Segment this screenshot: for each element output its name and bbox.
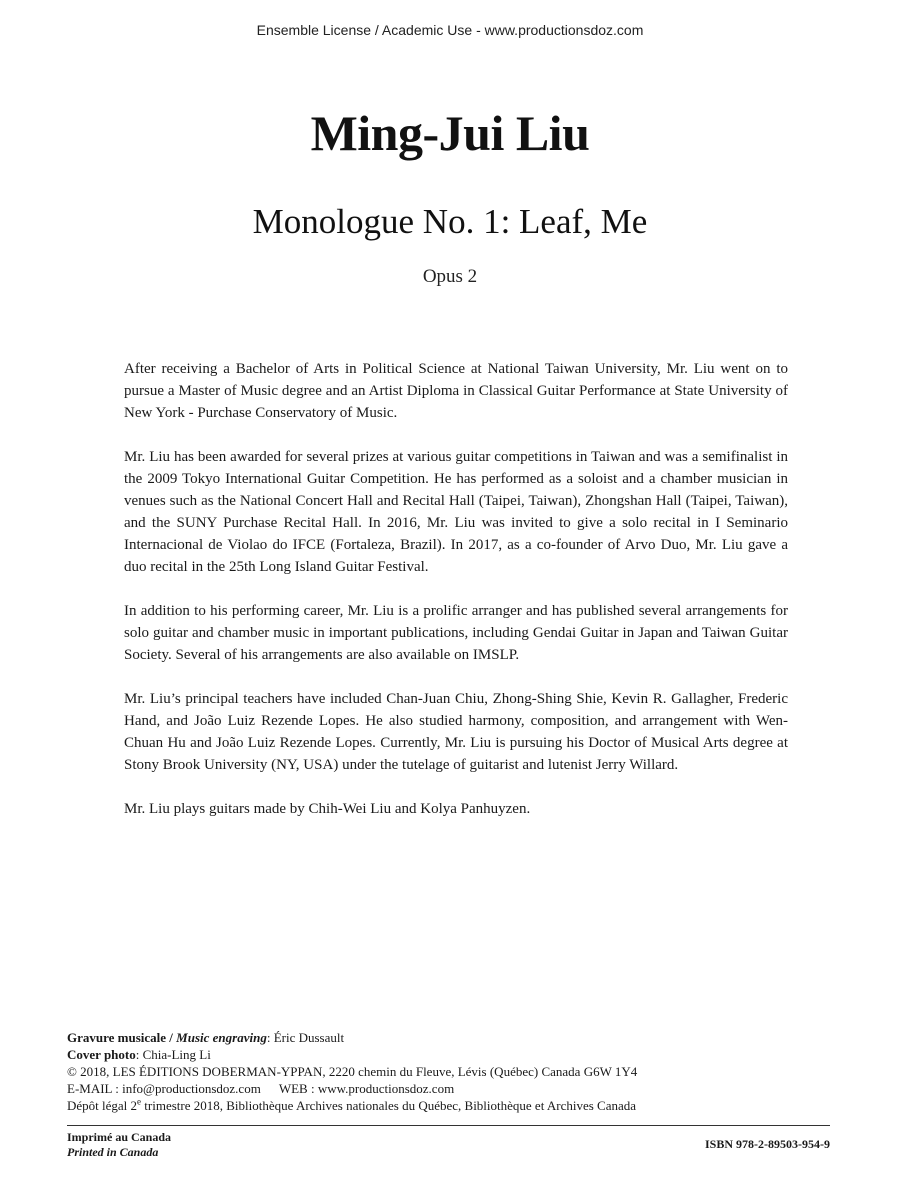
license-header: Ensemble License / Academic Use - www.productionsdoz.com	[256, 22, 644, 38]
printed-fr: Imprimé au Canada	[67, 1130, 172, 1144]
printed-in	[67, 1130, 171, 1160]
photographer-name: Chia-Ling Li	[142, 1047, 211, 1062]
biography	[124, 358, 788, 842]
photo-separator: :	[135, 1047, 143, 1062]
contact-line	[67, 1080, 837, 1097]
bio-paragraph-awards: Mr. Liu has been awarded for several prizes at various guitar competitions in Taiwan and was a semifinalist in the 2009 Tokyo International Guitar Competition. He has performed as a soloist and a chamber musician in venues such as the National Concert Hall and Recital Hall (Taipei, Taiwan), Zhongshan Hall (Taipei, Taiwan), and the SUNY Purchase Recital Hall. In 2016, Mr. Liu was invited to give a solo recital in I Seminario Internacional de Violao do IFCE (Fortaleza, Brazil). In 2017, as a co-founder of Arvo Duo, Mr. Liu gave a duo recital in the 25th Long Island Guitar Festival.	[124, 449, 788, 575]
bio-paragraph-education: After receiving a Bachelor of Arts in Political Science at National Taiwan University, Mr. Liu went on to pursue a Master of Music degree and an Artist Diploma in Classical Guitar Performance at State University of New York - Purchase Conservatory of Music.	[124, 361, 788, 421]
engraving-label-en: Music engraving	[176, 1030, 267, 1045]
copyright-line: © 2018, LES ÉDITIONS DOBERMAN-YPPAN, 2220 chemin du Fleuve, Lévis (Québec) Canada G6W 1Y4	[67, 1064, 638, 1079]
legal-prefix: Dépôt légal 2	[67, 1098, 138, 1113]
legal-suffix: trimestre 2018, Bibliothèque Archives nationales du Québec, Bibliothèque et Archives Canada	[141, 1098, 637, 1113]
composer-name: Ming-Jui Liu	[310, 105, 590, 161]
engraver-name: Éric Dussault	[273, 1030, 345, 1045]
work-title: Monologue No. 1: Leaf, Me	[252, 202, 648, 241]
bio-paragraph-instruments: Mr. Liu plays guitars made by Chih-Wei Liu and Kolya Panhuyzen.	[124, 801, 531, 817]
isbn: ISBN 978-2-89503-954-9	[705, 1137, 830, 1151]
footer-divider	[67, 1125, 830, 1126]
credits-block	[67, 1029, 837, 1114]
engraving-separator: :	[266, 1030, 274, 1045]
opus-number: Opus 2	[422, 266, 478, 287]
email-link[interactable]: E-MAIL : info@productionsdoz.com	[67, 1081, 261, 1096]
photo-label: Cover photo	[67, 1047, 136, 1062]
photo-credit	[67, 1046, 837, 1063]
engraving-credit	[67, 1029, 837, 1046]
printed-en: Printed in Canada	[67, 1145, 159, 1159]
bio-paragraph-teachers: Mr. Liu’s principal teachers have included Chan-Juan Chiu, Zhong-Shing Shie, Kevin R. Gallagher, Frederic Hand, and João Luiz Rezende Lopes. He also studied harmony, composition, and arrangement with Wen-Chuan Hu and João Luiz Rezende Lopes. Currently, Mr. Liu is pursuing his Doctor of Musical Arts degree at Stony Brook University (NY, USA) under the tutelage of guitarist and lutenist Jerry Willard.	[124, 691, 788, 773]
web-link[interactable]: WEB : www.productionsdoz.com	[278, 1081, 455, 1096]
bio-paragraph-arranging: In addition to his performing career, Mr. Liu is a prolific arranger and has published several arrangements for solo guitar and chamber music in important publications, including Gendai Guitar in Japan and Taiwan Guitar Society. Several of his arrangements are also available on IMSLP.	[124, 603, 788, 663]
engraving-label-fr: Gravure musicale /	[67, 1030, 177, 1045]
legal-superscript: e	[137, 1096, 142, 1107]
legal-deposit-line	[67, 1097, 837, 1114]
